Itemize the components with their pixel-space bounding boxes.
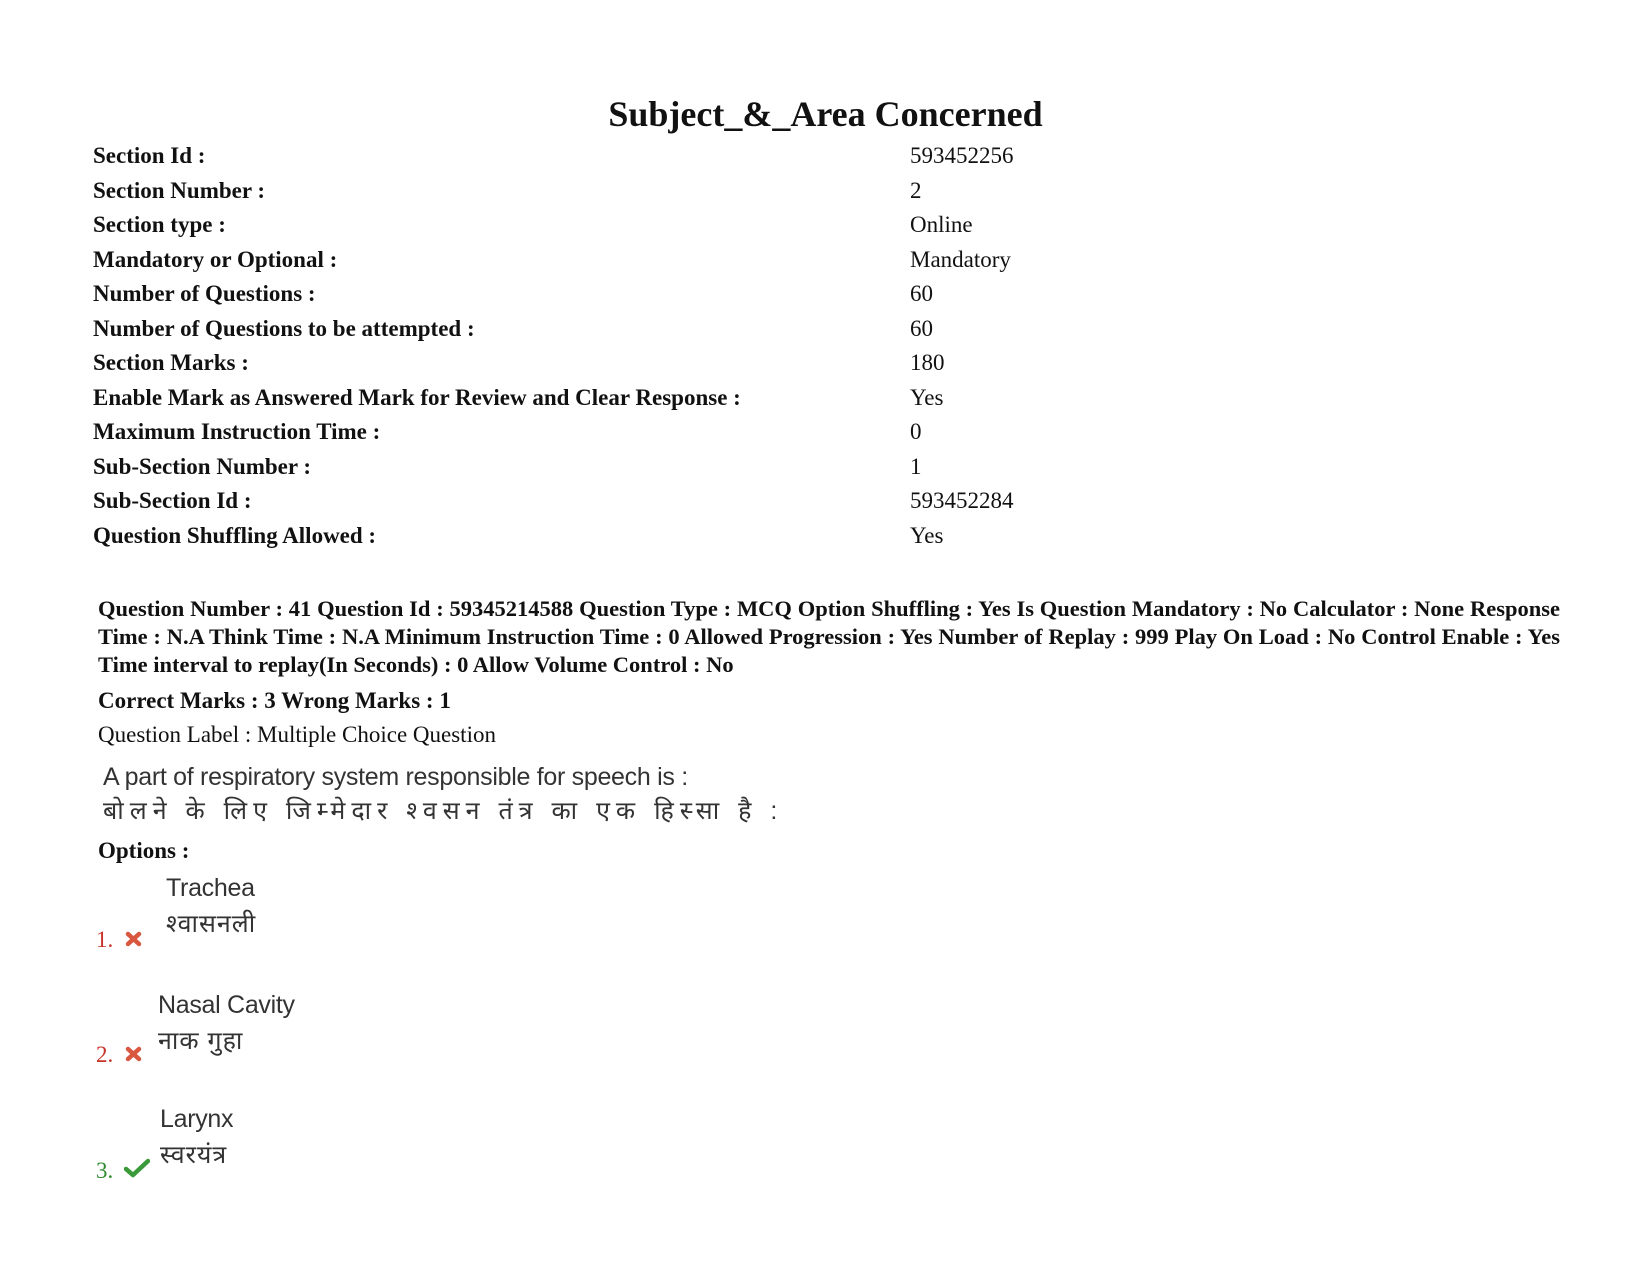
- info-row: [93, 484, 1293, 519]
- option-text: [160, 1101, 233, 1173]
- info-row: [93, 139, 1293, 174]
- info-label: Section type :: [93, 212, 226, 237]
- info-value: Yes: [910, 522, 944, 548]
- info-label: Number of Questions to be attempted :: [93, 315, 475, 341]
- option-text: [166, 870, 256, 942]
- option-text-hindi: नाक गुहा: [158, 1027, 244, 1055]
- info-value: 593452256: [910, 143, 1014, 168]
- question-text: [103, 760, 783, 828]
- section-info-table: [93, 139, 1293, 553]
- page-title: Subject_&_Area Concerned: [608, 94, 1043, 134]
- option-text: [158, 987, 295, 1059]
- info-value: 1: [910, 453, 922, 479]
- option-number: 1.: [96, 927, 114, 952]
- info-value: Online: [910, 212, 973, 237]
- info-label: Sub-Section Id :: [93, 488, 252, 513]
- info-value: 0: [910, 419, 922, 444]
- info-row: [93, 450, 1293, 485]
- info-row: [93, 174, 1293, 209]
- info-row: [93, 312, 1293, 347]
- info-value: 2: [910, 177, 922, 203]
- options-heading: Options :: [98, 838, 190, 863]
- info-row: [93, 415, 1293, 450]
- option-text-english: Nasal Cavity: [158, 991, 295, 1019]
- info-row: [93, 277, 1293, 312]
- question-label: Question Label : Multiple Choice Question: [98, 722, 496, 747]
- info-label: Mandatory or Optional :: [93, 246, 338, 272]
- option-number: 2.: [96, 1042, 114, 1067]
- info-row: [93, 346, 1293, 381]
- info-value: Mandatory: [910, 246, 1011, 272]
- info-value: 60: [910, 315, 933, 341]
- option-text-hindi: श्वासनली: [166, 910, 257, 938]
- info-row: [93, 381, 1293, 416]
- info-label: Question Shuffling Allowed :: [93, 522, 377, 548]
- option-number: 3.: [96, 1158, 114, 1183]
- info-value: 180: [910, 350, 945, 375]
- option-text-hindi: स्वरयंत्र: [160, 1141, 228, 1169]
- option-text-english: Larynx: [160, 1105, 234, 1133]
- question-marks: Correct Marks : 3 Wrong Marks : 1: [98, 688, 451, 713]
- info-row: [93, 519, 1293, 554]
- info-label: Section Number :: [93, 177, 266, 203]
- question-meta: Question Number : 41 Question Id : 59345214588 Question Type : MCQ Option Shuffling : Yes Is Question Mandatory : No Calculator : None Response Time : N.A Think Time : N.A Minimum Instruction Time : 0 Allowed Progression : Yes Number of Replay : 999 Play On Load : No Control Enable : Yes Time interval to replay(In Seconds) : 0 Allow Volume Control : No: [98, 596, 1560, 677]
- info-label: Section Marks :: [93, 350, 249, 375]
- info-label: Maximum Instruction Time :: [93, 419, 381, 444]
- info-label: Sub-Section Number :: [93, 453, 312, 479]
- info-value: Yes: [910, 384, 944, 410]
- cross-icon: [124, 1044, 144, 1064]
- info-label: Section Id :: [93, 143, 206, 168]
- question-text-english: A part of respiratory system responsible for speech is :: [103, 763, 688, 791]
- info-value: 60: [910, 281, 933, 306]
- question-text-hindi: बोलने के लिए जिम्मेदार श्वसन तंत्र का एक हिस्सा है :: [103, 797, 784, 825]
- info-row: [93, 243, 1293, 278]
- option-text-english: Trachea: [166, 874, 255, 902]
- cross-icon: [124, 929, 144, 949]
- info-label: Number of Questions :: [93, 281, 316, 306]
- info-value: 593452284: [910, 488, 1014, 513]
- info-label: Enable Mark as Answered Mark for Review and Clear Response :: [93, 384, 741, 410]
- info-row: [93, 208, 1293, 243]
- check-icon: [124, 1157, 150, 1177]
